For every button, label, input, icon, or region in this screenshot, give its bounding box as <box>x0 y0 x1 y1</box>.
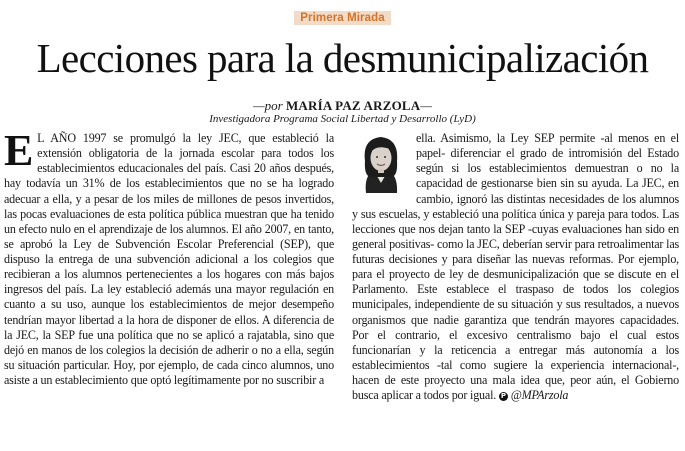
section-label-text: Primera Mirada <box>294 11 391 25</box>
byline-suffix: — <box>420 98 432 113</box>
author-photo <box>352 131 410 193</box>
author-handle[interactable]: @MPArzola <box>510 388 569 403</box>
section-label <box>0 6 685 25</box>
page-title: Lecciones para la desmunicipalización <box>36 35 649 81</box>
dropcap: E <box>4 126 34 175</box>
article-column-right <box>352 131 679 403</box>
author-role: Investigadora Programa Social Libertad y Desarrollo (LyD) <box>209 113 476 125</box>
pinterest-icon: P <box>499 392 508 401</box>
author-name: MARÍA PAZ ARZOLA <box>285 98 421 113</box>
byline <box>0 98 685 113</box>
author-signature[interactable] <box>499 388 568 402</box>
article-text-left: L AÑO 1997 se promulgó la ley JEC, que estableció la extensión obligatoria de la jornada escolar para todos los establecimientos educacionales del país. Casi 20 años después, hay todavía un 31% de los establecimientos que no se ha logrado adecuar a ella, y a pesar de los miles de millones de pesos invertidos, las pocas evaluaciones de esta política pública muestran que ha tenido un efecto nulo en el aprendizaje de los alumnos. El año 2007, en tanto, se aprobó la Ley de Subvención Escolar Preferencial (SEP), que dispuso la entrega de una subvención adicional a los colegios que recibieran a los alumnos pertenecientes a los hogares con más bajos ingresos del país. La ley estableció además una mayor regulación en cuanto a su uso, aunque los establecimientos de mejor desempeño tendrían mayor libertad a la hora de disponer de ellos. A diferencia de la JEC, la SEP fue una política que no se aplicó a rajatabla, sino que dejó en manos de los colegios la decisión de adherir o no a ella, según su situación particular. Hoy, por ejemplo, de cada cinco alumnos, uno asiste a un establecimiento que optó legítimamente por no suscribir a <box>4 131 334 387</box>
byline-prefix: —por <box>253 98 286 113</box>
article-text-right-body: ella. Asimismo, la Ley SEP permite -al menos en el papel- diferenciar el grado de intromisión del Estado según si los establecimientos demuestran o no la capacidad de gestionarse bien sin su ayuda. La JEC, en cambio, ignoró las distintas necesidades de los alumnos y sus escuelas, y estableció una política única y pareja para todos. Las lecciones que nos dejan tanto la SEP -cuyas evaluaciones han sido en general positivas- como la JEC, deberían servir para retroalimentar las futuras decisiones y para diseñar las nuevas reformas. Por ejemplo, para el proyecto de ley de desmunicipalización que se discute en el Parlamento. Este establece el traspaso de todos los colegios municipales, independiente de su situación y sus resultados, a nuevos organismos que nadie garantiza que tendrán mayores capacidades. Por el contrario, el excesivo centralismo bajo el cual estos funcionarían y la reticencia a entregar más autonomía a los establecimientos -tal como sugiere la experiencia internacional-, hacen de este proyecto una mala idea que, peor aún, el Gobierno busca aplicar a todos por igual. <box>352 131 679 403</box>
article-column-left <box>4 126 334 388</box>
